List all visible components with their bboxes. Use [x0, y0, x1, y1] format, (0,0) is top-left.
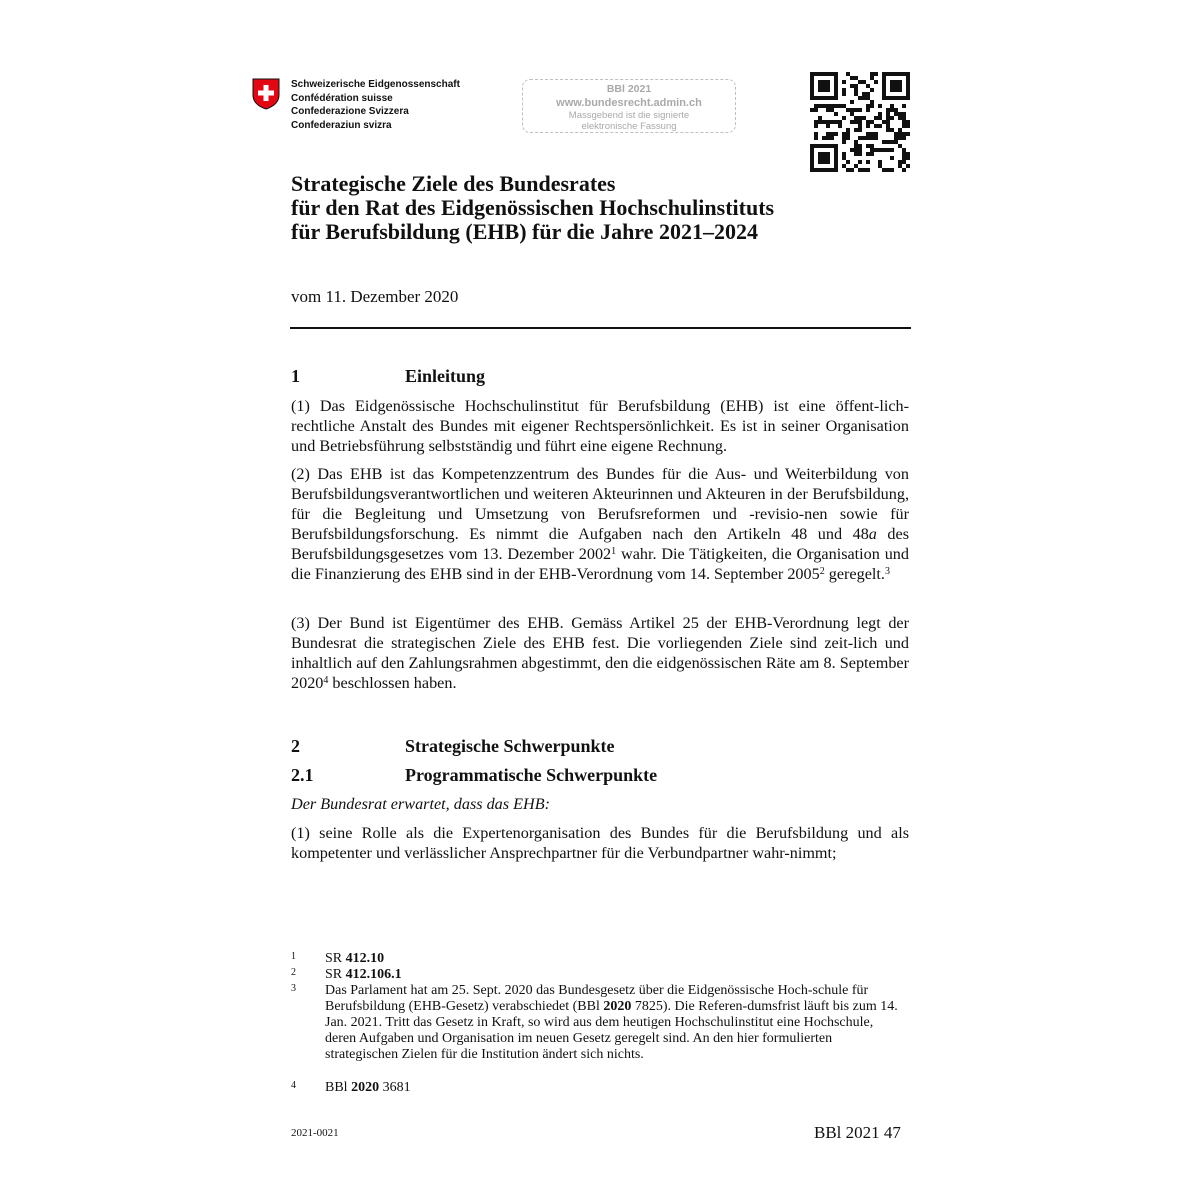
confederation-names [291, 78, 460, 132]
section-1-paragraph-3: (3) Der Bund ist Eigentümer des EHB. Gemäss Artikel 25 der EHB-Verordnung legt der Bundesrat die strategischen Ziele des EHB fest. Die vorliegenden Ziele sind zeit-lich und inhaltlich auf den Zahlungsrahmen abgestimmt, den die eidgenössischen Räte am 8. September 2020$^4$ beschlossen haben. [291, 614, 909, 692]
title-line-3: für Berufsbildung (EHB) für die Jahre 2021–2024 [291, 219, 758, 244]
section-2-heading: Strategische Schwerpunkte [405, 736, 615, 756]
footnote-ref-3[interactable]: 3 [884, 566, 890, 577]
section-2-paragraph-1: (1) seine Rolle als die Expertenorganisation des Bundes für die Berufsbildung und als kompetenter und verlässlicher Ansprechpartner für die Verbundpartner wahr-nimmt; [291, 824, 909, 862]
footnote-4-number: 4 [291, 1080, 296, 1091]
section-2-number: 2 [291, 736, 300, 756]
stamp-url: www.bundesrecht.admin.ch [556, 97, 702, 109]
stamp-bbl: BBl 2021 [606, 83, 652, 95]
section-1-paragraph-1: (1) Das Eidgenössische Hochschulinstitut für Berufsbildung (EHB) ist eine öffent-lich-rechtliche Anstalt des Bundes mit eigener Rechtspersönlichkeit. Es ist in seiner Organisation und Betriebsführung selbstständig und führt eine eigene Rechnung. [291, 397, 909, 455]
qr-code-icon [810, 72, 910, 172]
title-line-2: für den Rat des Eidgenössischen Hochschulinstituts [291, 195, 775, 220]
section-2-1-heading: Programmatische Schwerpunkte [405, 765, 658, 785]
footnote-ref-4[interactable]: 4 [323, 675, 329, 686]
footnote-2-number: 2 [291, 967, 296, 978]
section-1-paragraph-2: (2) Das EHB ist das Kompetenzzentrum des Bundes für die Aus- und Weiterbildung von Berufsbildungsverantwortlichen und weiteren Akteurinnen und Akteuren in der Berufsbildung, für die Begleitung und Umsetzung von Berufsreformen und -revisio-nen sowie für Berufsbildungsforschung. Es nimmt die Aufgaben nach den Artikeln 48 und 48a des Berufsbildungsgesetzes vom 13. Dezember 2002$^1$ wahr. Die Tätigkeiten, die Organisation und die Finanzierung des EHB sind in der EHB-Verordnung vom 14. September 2005$^2$ geregelt.$^3$ [291, 465, 909, 583]
section-1-heading: Einleitung [405, 366, 486, 386]
stamp-note-1: Massgebend ist die signierte [568, 110, 690, 121]
title-line-1: Strategische Ziele des Bundesrates [291, 171, 616, 196]
publication-stamp [522, 79, 736, 133]
document-title [291, 172, 774, 244]
confederation-name-fr: Confédération suisse [291, 92, 393, 104]
confederation-name-de: Schweizerische Eidgenossenschaft [291, 79, 460, 90]
section-2-lead: Der Bundesrat erwartet, dass das EHB: [291, 795, 550, 813]
section-2-1-number: 2.1 [291, 765, 314, 785]
document-number: 2021-0021 [291, 1127, 339, 1139]
page-reference: BBl 2021 47 [814, 1123, 901, 1142]
footnote-ref-2[interactable]: 2 [819, 566, 825, 577]
swiss-coat-of-arms-icon [252, 78, 280, 110]
section-1-number: 1 [291, 366, 300, 386]
footnote-3-number: 3 [291, 983, 296, 994]
confederation-name-it: Confederazione Svizzera [291, 106, 409, 117]
footnote-ref-1[interactable]: 1 [611, 546, 617, 557]
document-date: vom 11. Dezember 2020 [291, 287, 459, 306]
confederation-name-rm: Confederaziun svizra [291, 119, 392, 131]
title-divider [290, 327, 911, 329]
footnote-1-number: 1 [291, 951, 296, 962]
stamp-note-2: elektronische Fassung [581, 121, 677, 132]
